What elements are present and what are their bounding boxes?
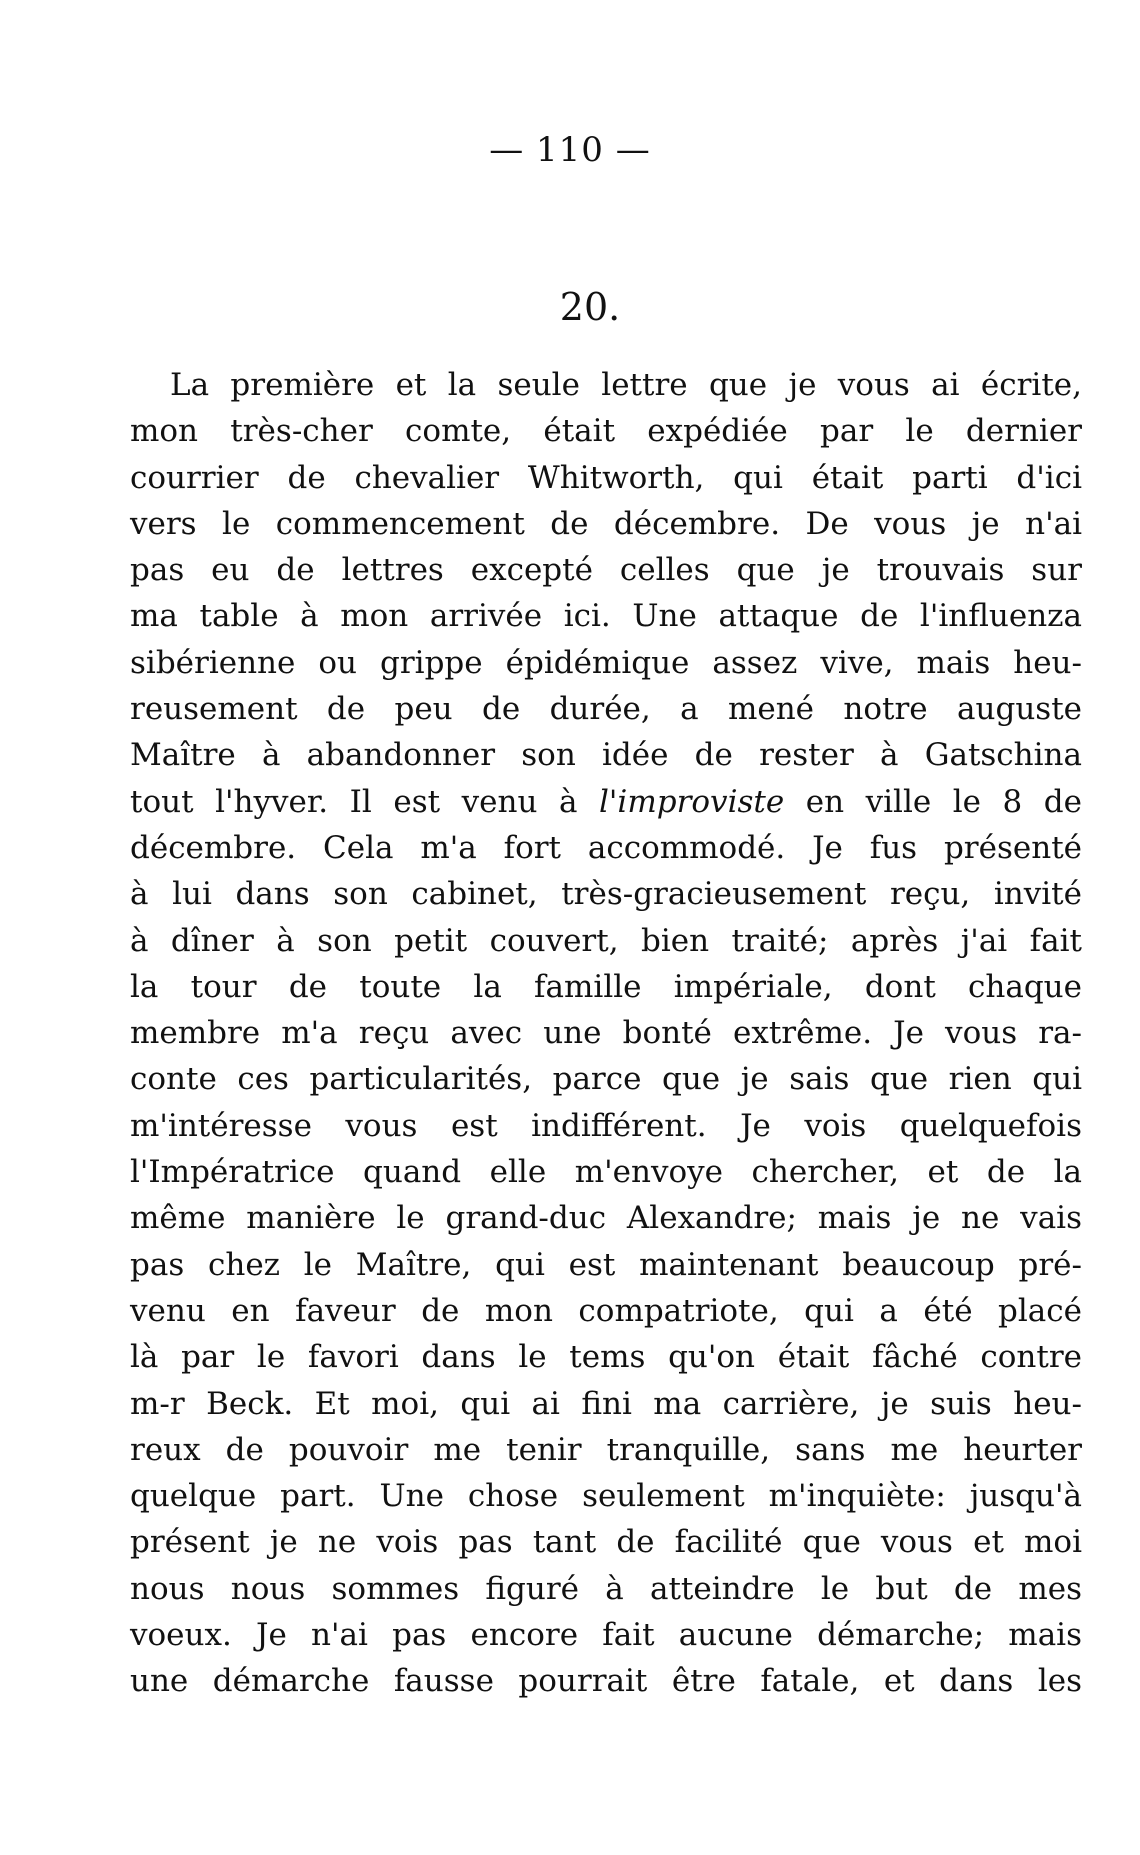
italic-phrase: l'improviste [598,783,785,820]
text-line: conte ces particularités, parce que je sais que rien qui [130,1061,1082,1098]
text-line: courrier de chevalier Whitworth, qui était parti d'ici [130,459,1082,496]
text-line: nous nous sommes figuré à atteindre le but de mes [130,1570,1082,1607]
text-line: Maître à abandonner son idée de rester à Gatschina [130,737,1082,774]
text-line: sibérienne ou grippe épidémique assez vive, mais heu- [130,644,1082,681]
text-line [130,779,1082,825]
text-line: vers le commencement de décembre. De vous je n'ai [130,505,1082,542]
text-line: membre m'a reçu avec une bonté extrême. Je vous ra- [130,1015,1082,1052]
text-line: l'Impératrice quand elle m'envoye chercher, et de la [130,1154,1082,1191]
text-line: une démarche fausse pourrait être fatale, et dans les [130,1663,1082,1700]
text-line: la tour de toute la famille impériale, dont chaque [130,968,1082,1005]
text-line: pas chez le Maître, qui est maintenant beaucoup pré- [130,1246,1082,1283]
text-line: même manière le grand-duc Alexandre; mais je ne vais [130,1200,1082,1237]
text-line: m-r Beck. Et moi, qui ai fini ma carrière, je suis heu- [130,1385,1082,1422]
text-line: venu en faveur de mon compatriote, qui a été placé [130,1292,1082,1329]
text-line: à dîner à son petit couvert, bien traité; après j'ai fait [130,922,1082,959]
text-line: mon très-cher comte, était expédiée par le dernier [130,413,1082,450]
text-run: en ville le 8 de [784,783,1082,820]
letter-body [130,362,1082,1705]
text-line: La première et la seule lettre que je vous ai écrite, [170,367,1082,403]
text-line: présent je ne vois pas tant de facilité que vous et moi [130,1524,1082,1561]
text-line: pas eu de lettres excepté celles que je trouvais sur [130,552,1082,589]
text-line: voeux. Je n'ai pas encore fait aucune démarche; mais [130,1617,1082,1654]
text-line: reux de pouvoir me tenir tranquille, sans me heurter [130,1431,1082,1468]
text-line: décembre. Cela m'a fort accommodé. Je fus présenté [130,829,1082,866]
section-number: 20. [559,285,621,329]
text-line: m'intéresse vous est indifférent. Je vois quelquefois [130,1107,1082,1144]
text-run: tout l'hyver. Il est venu à [130,783,599,820]
text-line: là par le favori dans le tems qu'on était fâché contre [130,1339,1082,1376]
text-line: à lui dans son cabinet, très-gracieusement reçu, invité [130,876,1082,913]
text-line: ma table à mon arrivée ici. Une attaque de l'influenza [130,598,1082,635]
text-line: quelque part. Une chose seulement m'inquiète: jusqu'à [130,1478,1082,1515]
page-number: — 110 — [489,130,651,170]
text-line: reusement de peu de durée, a mené notre auguste [130,691,1082,728]
